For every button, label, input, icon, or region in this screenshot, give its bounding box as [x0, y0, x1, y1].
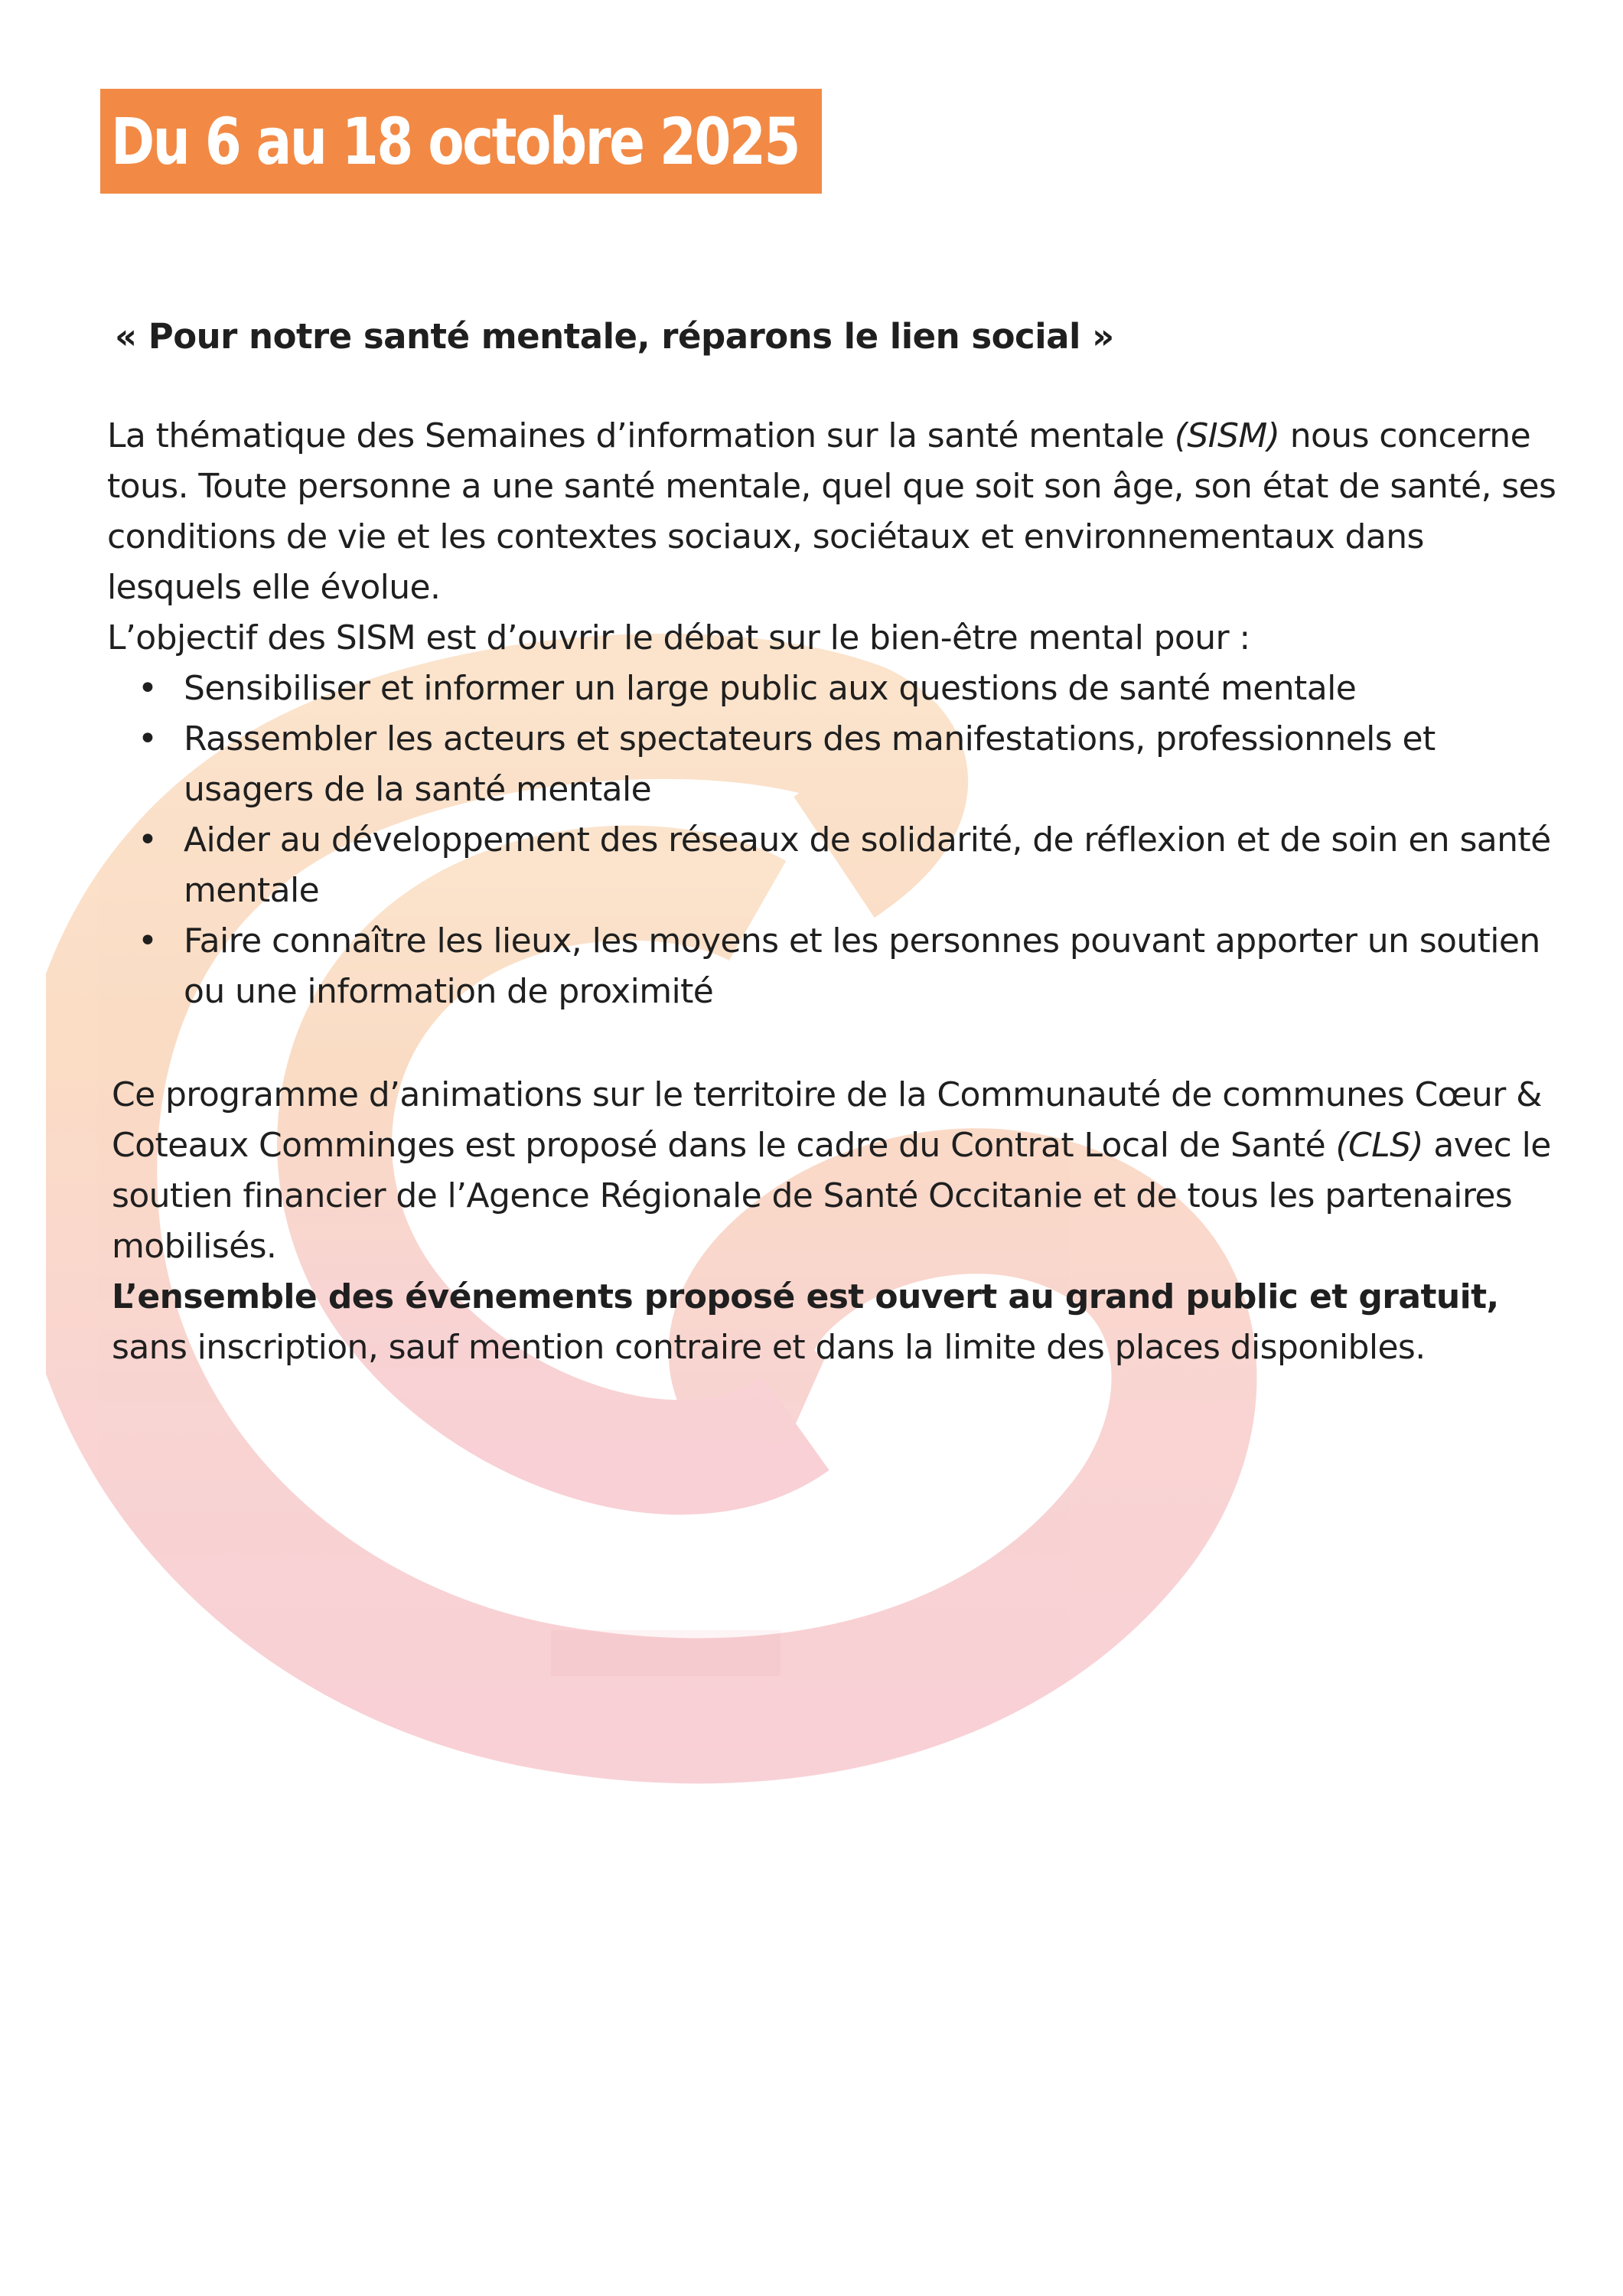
bullet-icon: •	[138, 669, 158, 708]
intro-text-end: nous concerne tous. Toute personne a une santé mentale, quel que soit son âge, son état de santé, ses conditions de vie et les contextes sociaux, sociétaux et environnementaux dans lesquels elle évolue.	[107, 416, 1556, 607]
intro-section	[107, 411, 1561, 1017]
program-text-start: Ce programme d’animations sur le territoire de la Communauté de communes Cœur & Coteaux Comminges est proposé dans le cadre du Contrat Local de Santé	[112, 1075, 1542, 1165]
intro-paragraph	[107, 411, 1561, 613]
bullet-icon: •	[138, 921, 158, 960]
program-section	[112, 1070, 1566, 1373]
list-item-text: Aider au développement des réseaux de solidarité, de réflexion et de soin en santé mentale	[184, 820, 1551, 910]
list-item	[107, 664, 1561, 714]
list-item	[107, 815, 1561, 916]
objectives-list	[107, 664, 1561, 1017]
list-item-text: Sensibiliser et informer un large public aux questions de santé mentale	[184, 669, 1357, 708]
date-banner	[100, 89, 822, 194]
bullet-icon: •	[138, 719, 158, 758]
list-item	[107, 916, 1561, 1017]
program-paragraph	[112, 1070, 1566, 1272]
bullet-icon: •	[138, 820, 158, 859]
date-range-title: Du 6 au 18 octobre 2025	[111, 103, 799, 179]
free-access-statement: L’ensemble des événements proposé est ouvert au grand public et gratuit,	[112, 1277, 1499, 1316]
sism-abbreviation: (SISM)	[1174, 416, 1280, 455]
access-paragraph	[112, 1272, 1566, 1373]
list-item-text: Rassembler les acteurs et spectateurs des manifestations, professionnels et usagers de la santé mentale	[184, 719, 1436, 809]
list-item	[107, 714, 1561, 815]
access-conditions: sans inscription, sauf mention contraire et dans la limite des places disponibles.	[112, 1328, 1426, 1367]
cls-abbreviation: (CLS)	[1335, 1126, 1423, 1165]
program-text-end: avec le soutien financier de l’Agence Régionale de Santé Occitanie et de tous les partenaires mobilisés.	[112, 1126, 1551, 1266]
tagline: « Pour notre santé mentale, réparons le lien social »	[115, 316, 1114, 357]
list-item-text: Faire connaître les lieux, les moyens et les personnes pouvant apporter un soutien ou une information de proximité	[184, 921, 1540, 1011]
objective-line: L’objectif des SISM est d’ouvrir le débat sur le bien-être mental pour :	[107, 618, 1250, 657]
intro-text-start: La thématique des Semaines d’information sur la santé mentale	[107, 416, 1175, 455]
